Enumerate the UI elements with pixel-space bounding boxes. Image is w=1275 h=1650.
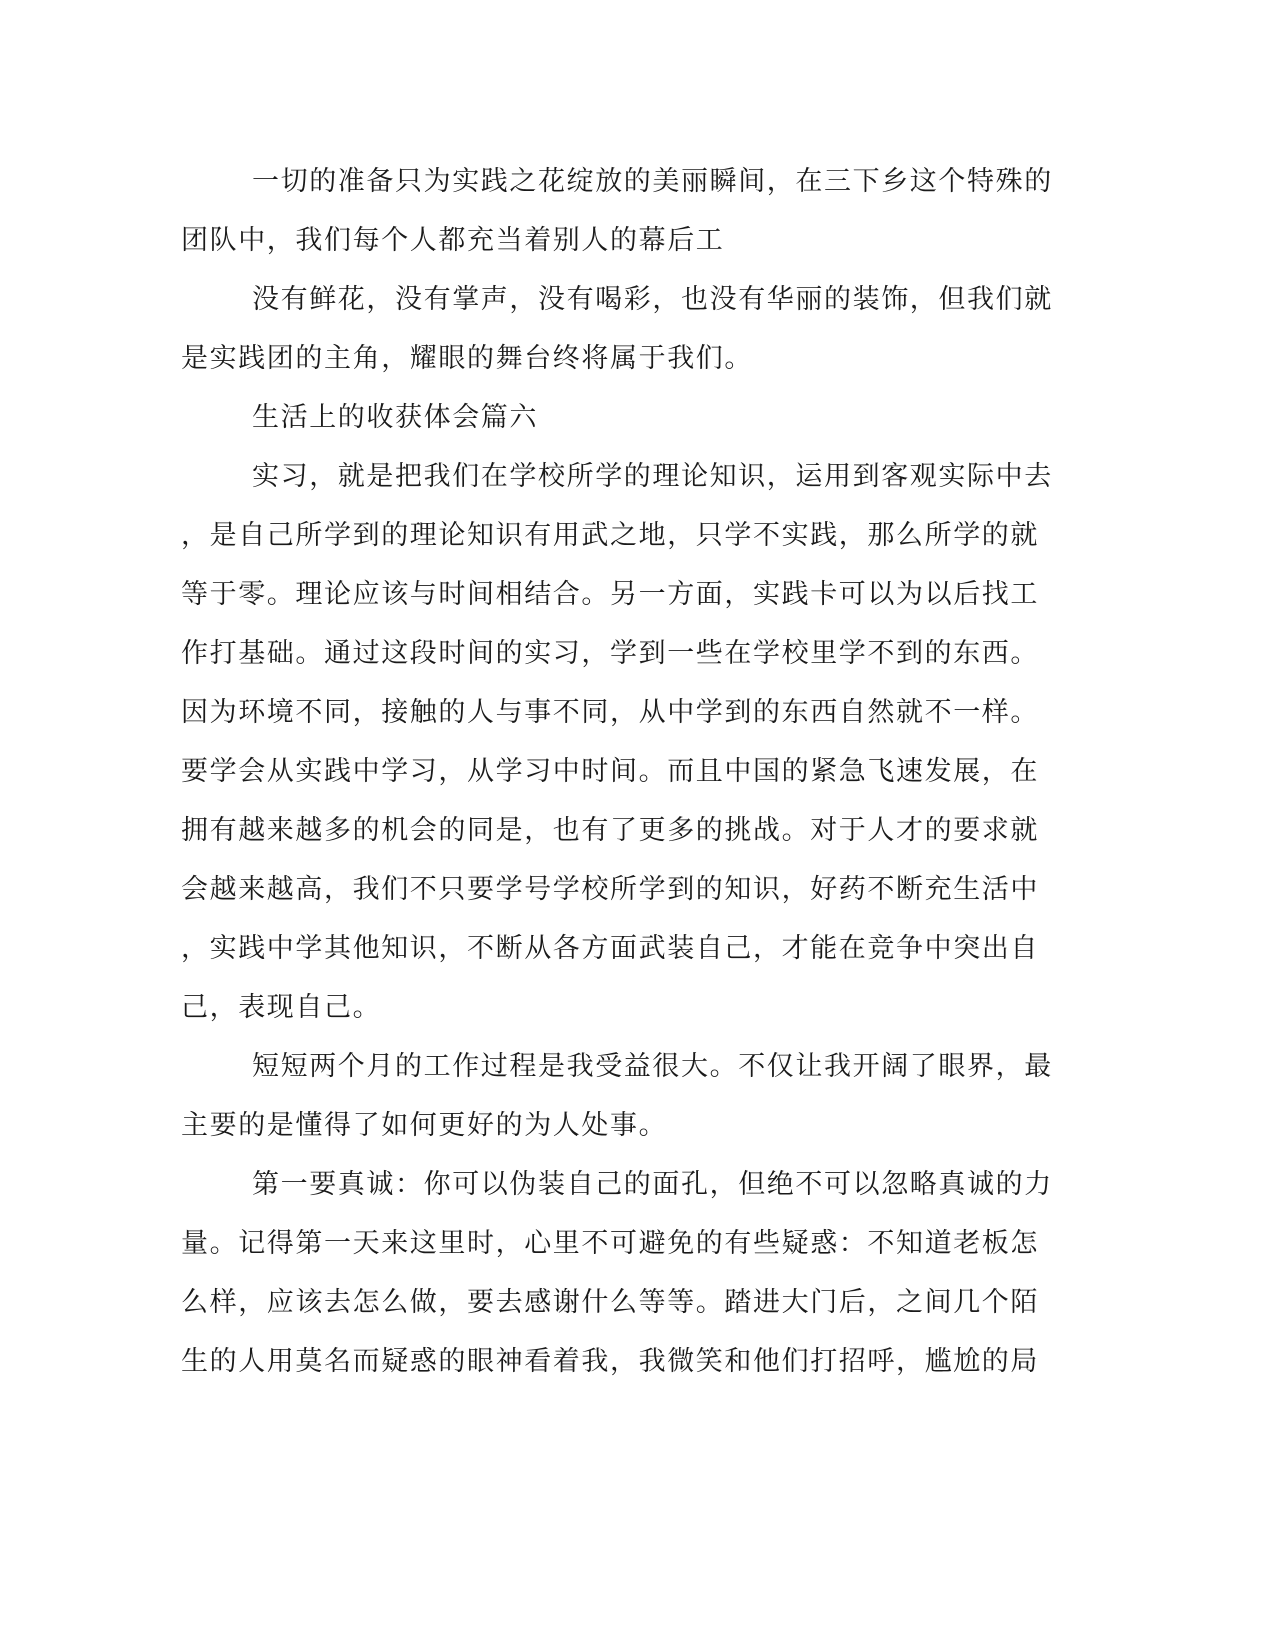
- paragraph-line: 没有鲜花，没有掌声，没有喝彩，也没有华丽的装饰，但我们就: [252, 284, 1053, 315]
- paragraph-line: 会越来越高，我们不只要学号学校所学到的知识，好药不断充生活中: [181, 874, 1039, 905]
- paragraph-line: 是实践团的主角，耀眼的舞台终将属于我们。: [181, 343, 753, 374]
- section-heading: 生活上的收获体会篇六: [252, 402, 538, 433]
- paragraph-line: 量。记得第一天来这里时，心里不可避免的有些疑惑：不知道老板怎: [181, 1228, 1039, 1259]
- paragraph-line: 么样，应该去怎么做，要去感谢什么等等。踏进大门后，之间几个陌: [181, 1287, 1039, 1318]
- paragraph-line: 实习，就是把我们在学校所学的理论知识，运用到客观实际中去: [252, 461, 1053, 492]
- document-body: [181, 152, 1051, 1391]
- paragraph-line: 生的人用莫名而疑惑的眼神看着我，我微笑和他们打招呼，尴尬的局: [181, 1346, 1039, 1377]
- paragraph-line: 拥有越来越多的机会的同是，也有了更多的挑战。对于人才的要求就: [181, 815, 1039, 846]
- paragraph-line: ，是自己所学到的理论知识有用武之地，只学不实践，那么所学的就: [181, 520, 1039, 551]
- paragraph-line: 因为环境不同，接触的人与事不同，从中学到的东西自然就不一样。: [181, 697, 1039, 728]
- paragraph-line: 主要的是懂得了如何更好的为人处事。: [181, 1110, 668, 1141]
- paragraph-line: ，实践中学其他知识，不断从各方面武装自己，才能在竞争中突出自: [181, 933, 1039, 964]
- paragraph-line: 作打基础。通过这段时间的实习，学到一些在学校里学不到的东西。: [181, 638, 1039, 669]
- paragraph-line: 短短两个月的工作过程是我受益很大。不仅让我开阔了眼界，最: [252, 1051, 1053, 1082]
- paragraph-line: 等于零。理论应该与时间相结合。另一方面，实践卡可以为以后找工: [181, 579, 1039, 610]
- paragraph-line: 己，表现自己。: [181, 992, 382, 1023]
- paragraph-line: 一切的准备只为实践之花绽放的美丽瞬间，在三下乡这个特殊的: [252, 166, 1053, 197]
- paragraph-line: 团队中，我们每个人都充当着别人的幕后工: [181, 225, 725, 256]
- paragraph-line: 第一要真诚：你可以伪装自己的面孔，但绝不可以忽略真诚的力: [252, 1169, 1053, 1200]
- paragraph-line: 要学会从实践中学习，从学习中时间。而且中国的紧急飞速发展，在: [181, 756, 1039, 787]
